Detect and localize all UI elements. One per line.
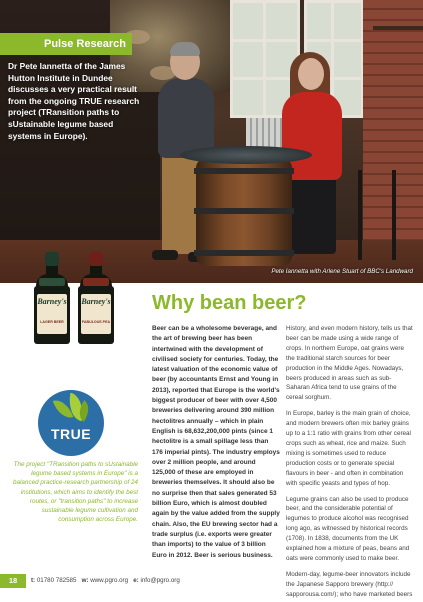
email-link[interactable]: info@pgro.org: [140, 577, 180, 584]
page-number: 18: [0, 574, 26, 588]
photo-person-man: [152, 250, 178, 260]
photo-stool: [392, 170, 396, 260]
article-column-2: [286, 324, 414, 602]
photo-barrel: [196, 158, 292, 266]
article-paragraph: Modern-day, legume-beer innovators include the Japanese Sapporo brewery (http:// sapporousa.com/); who have marketed beers: [286, 570, 413, 598]
true-logo-text: TRUE: [50, 426, 92, 442]
website-label: w:: [81, 577, 89, 584]
phone-label: t:: [31, 577, 36, 584]
footer-contact: [31, 574, 180, 588]
article-column-1: [152, 324, 280, 567]
page-footer: [0, 574, 423, 588]
bottle-brand: Barney's: [81, 297, 111, 306]
bottle-variety: FABULOUS PEA: [81, 320, 111, 324]
photo-shelf: [373, 26, 423, 30]
photo-person-woman: [298, 58, 324, 90]
photo-person-man: [170, 42, 200, 56]
bottle-variety: LAGER BEER: [40, 320, 64, 324]
article-paragraph: Beer can be a wholesome beverage, and the art of brewing beer has been intertwined with the development of civilised society for centuries. Today, the latest valuation of the economic value of beer (by accountants Ernst and Young in 2013), reported that Europe is the world's biggest producer of beer with over 4,500 breweries delivering around 390 million hectolitres annually – which in plain English is 68,632,200,000 pints (since 1 hectolitre is a small spillage less than 176 imperial pints). The industry employs over 2 million people, and around 125,000 of these are employed in breweries themselves. It should also be no surprise then that sales generated 53 billion Euro, which is almost doubled again by the value added from the supply chain. Also, the EU brewing sector had a trade surplus (i.e. exports were greater than imports) to the value of 3 billion Euro in 2012. Beer is serious business.: [152, 325, 280, 559]
bottle-label: [81, 294, 111, 334]
hero-photo: [0, 0, 423, 283]
website-link[interactable]: www.pgro.org: [90, 577, 129, 584]
photo-stool: [358, 170, 362, 260]
article-paragraph: In Europe, barley is the main grain of choice, and modern brewers often mix barley grains up to a 1:1 ratio with grains from other cereal crops such as wheat, rice and maize. Such mixing is sometimes used to reduce production costs or to generate special flavours in beer - and often in combination with specific yeasts and types of hop.: [286, 410, 411, 487]
photo-table-top: [180, 146, 312, 164]
true-logo: [38, 390, 104, 456]
bottle-brand: Barney's: [37, 297, 67, 306]
hero-intro-text: Dr Pete Iannetta of the James Hutton Institute in Dundee discusses a very practical result from the ongoing TRUE research project (TRansition paths to sUstainable legume based systems in Europe).: [8, 61, 140, 141]
photo-caption: Pete Iannetta with Arlene Stuart of BBC's Landward: [271, 268, 413, 275]
bottle-label: [37, 294, 67, 334]
beer-bottle: [32, 252, 72, 344]
photo-person-woman: [292, 176, 336, 254]
photo-person-man: [158, 78, 214, 158]
article-paragraph: Legume grains can also be used to produce beer, and the considerable potential of legumes to produce alcohol was recognised long ago, as witnessed by historical records (1708). In 1838, documents from the UK explained how a mixture of peas, beans and oats were commonly used to make beer.: [286, 495, 410, 562]
article-paragraph: History, and even modern history, tells us that beer can be made using a wide range of crops. In northern Europe, oat grains were the traditional starch sources for beer production in the Middle Ages. Nowadays, beers produced in areas such as sub-Saharan Africa tend to use grains of the cereal sorghum.: [286, 325, 413, 402]
phone-number: 01780 782585: [36, 577, 77, 584]
project-description: The project "TRansition paths to sUstainable legume based systems in Europe" is a balanced practice-research partnership of 24 institutions, which aims to identify the best routes, or "transition paths" to increase sustainable legume cultivation and consumption across Europe.: [13, 461, 138, 524]
article-headline: Why bean beer?: [152, 292, 307, 314]
beer-bottle: [76, 252, 116, 344]
section-tag: Pulse Research: [0, 33, 132, 55]
email-label: e:: [133, 577, 139, 584]
